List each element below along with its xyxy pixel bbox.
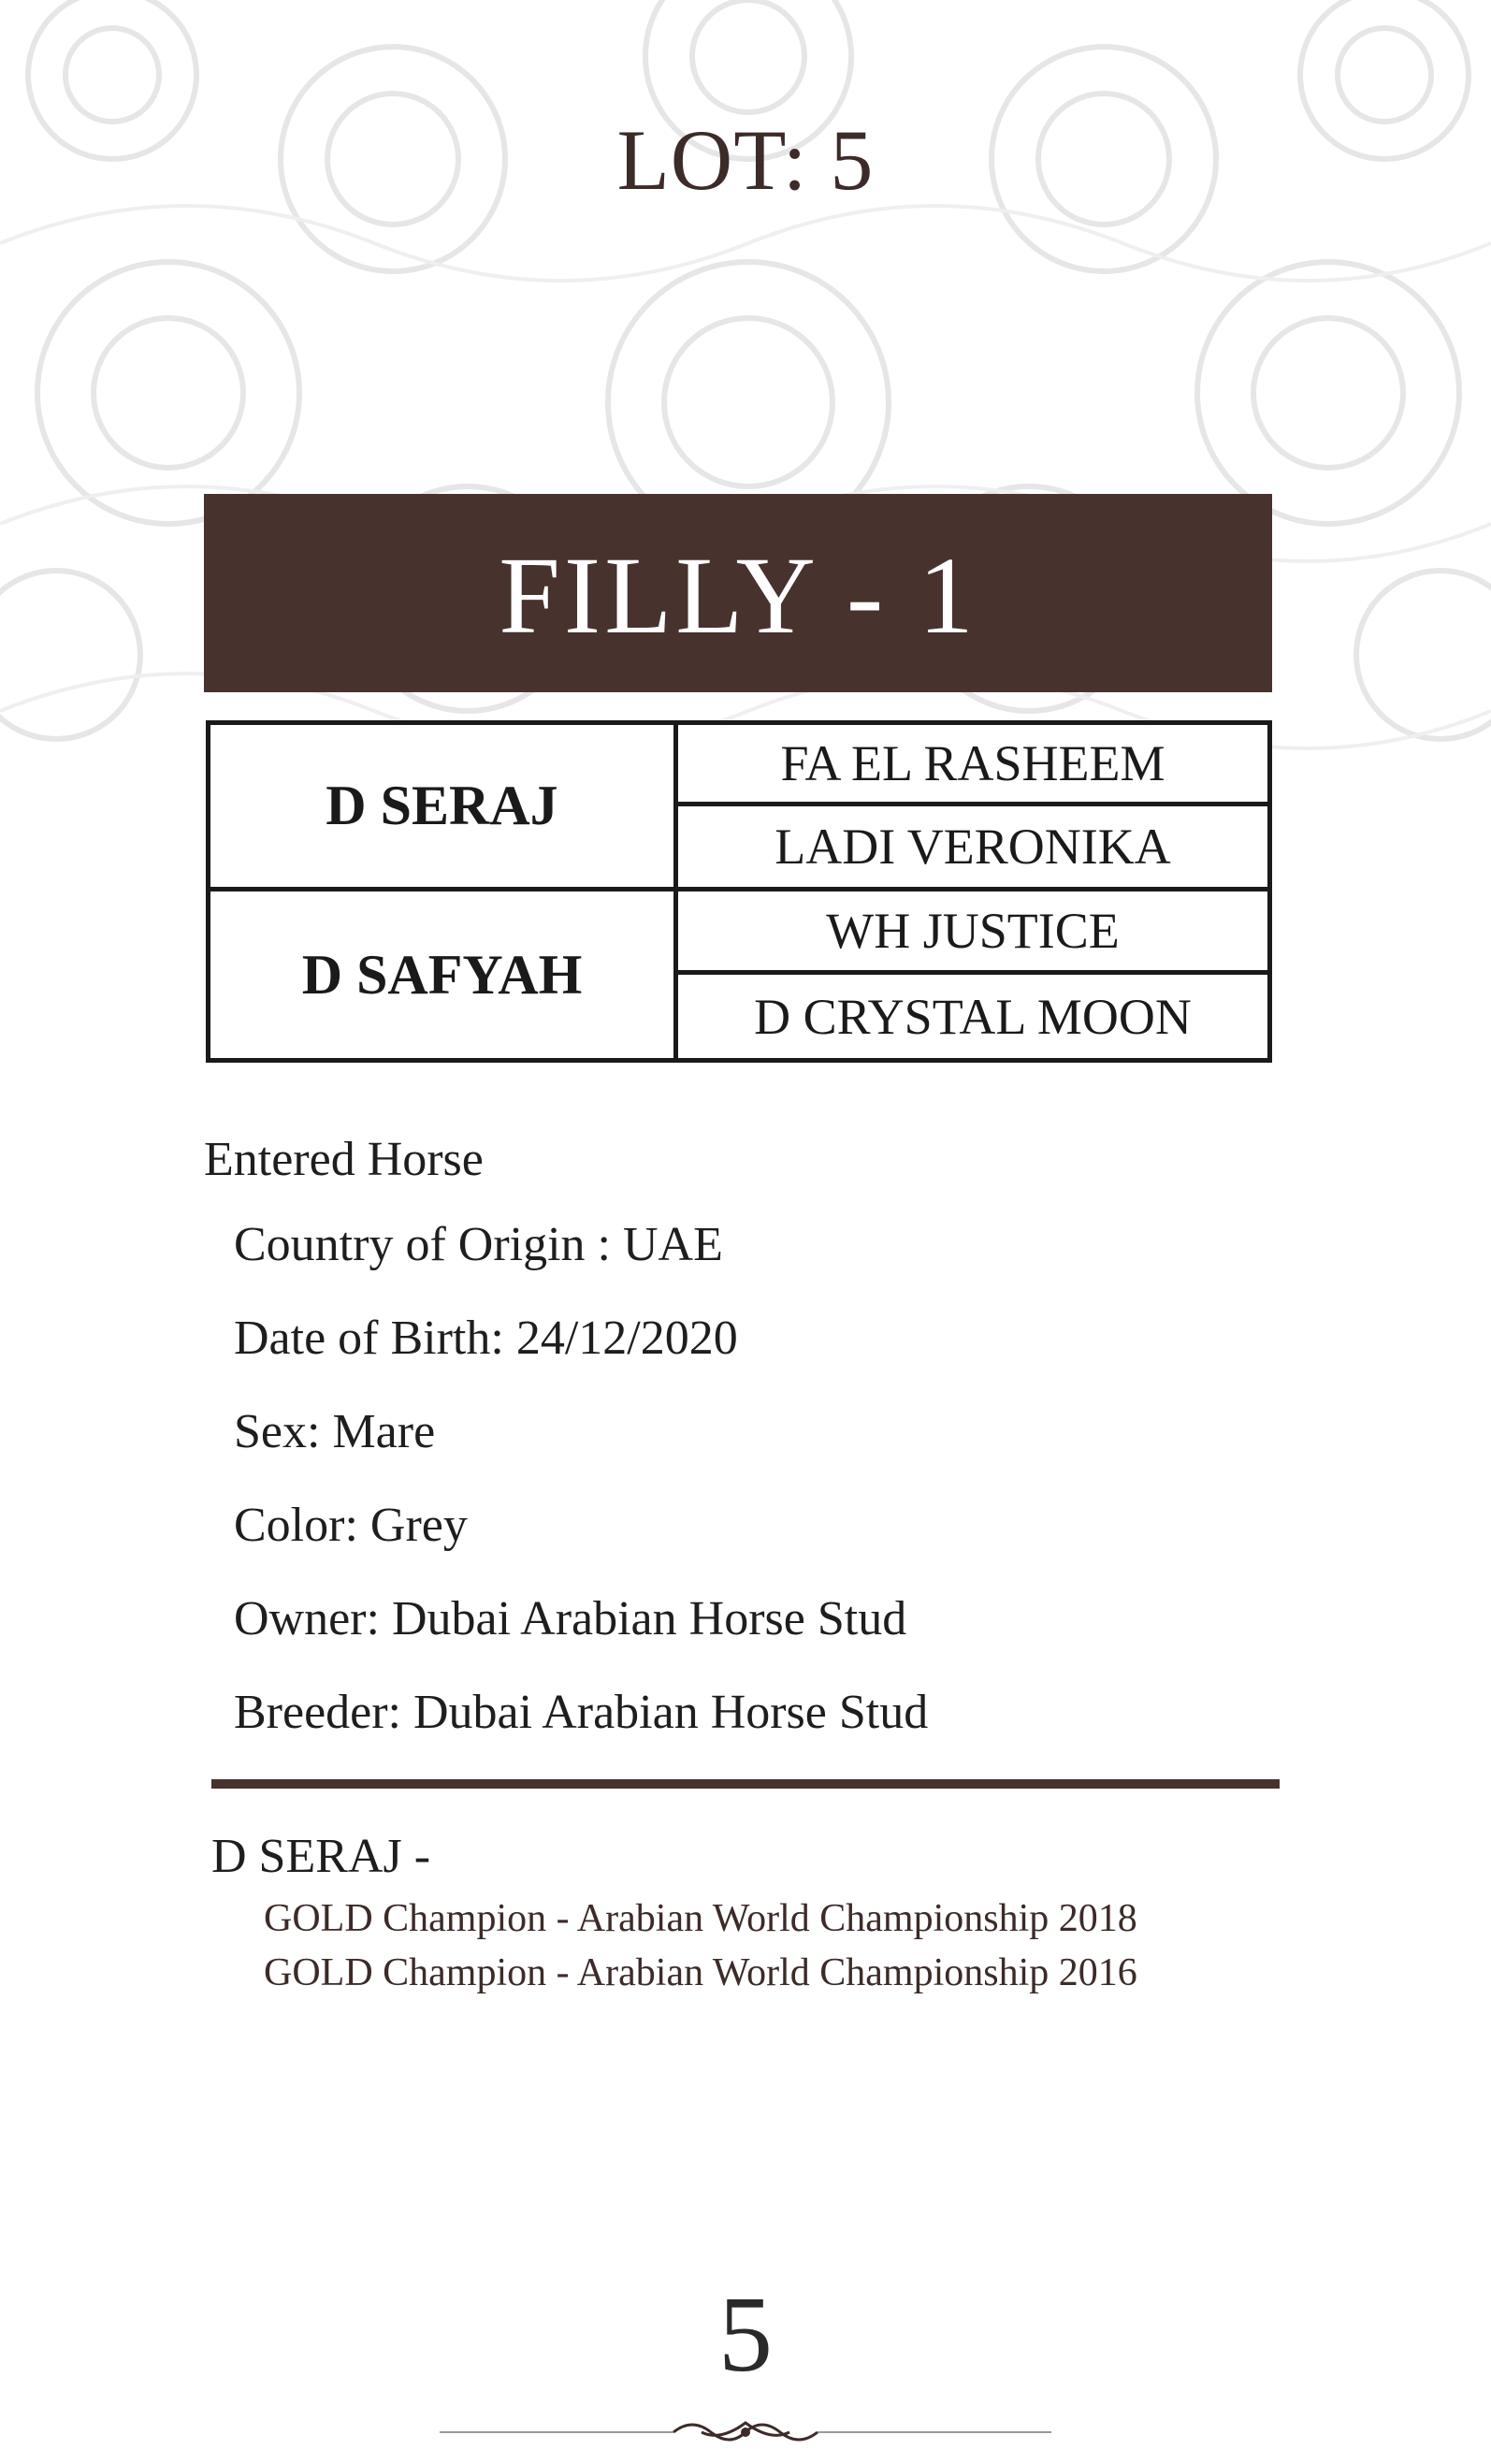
pedigree-dam-sire: WH JUSTICE (678, 891, 1267, 975)
detail-country: Country of Origin : UAE (234, 1218, 723, 1271)
pedigree-sire: D SERAJ (210, 725, 678, 891)
detail-breeder: Breeder: Dubai Arabian Horse Stud (234, 1686, 929, 1739)
pedigree-sire-sire: FA EL RASHEEM (678, 725, 1267, 806)
achievement-item: GOLD Champion - Arabian World Championship 2016 (264, 1951, 1137, 1994)
pedigree-sire-dam: LADI VERONIKA (774, 818, 1171, 875)
achievements-heading: D SERAJ - (211, 1830, 431, 1883)
footer-flourish-icon (440, 2413, 1051, 2451)
detail-owner: Owner: Dubai Arabian Horse Stud (234, 1592, 907, 1645)
pedigree-dam-parents (678, 891, 1267, 1058)
page-number: 5 (718, 2275, 773, 2395)
achievement-item: GOLD Champion - Arabian World Championship 2018 (264, 1897, 1137, 1940)
pedigree-table (206, 720, 1272, 1063)
banner-text: FILLY - 1 (499, 534, 977, 657)
detail-date-of-birth: Date of Birth: 24/12/2020 (234, 1312, 738, 1365)
pedigree-dam: D SAFYAH (210, 891, 678, 1058)
lot-title: LOT: 5 (616, 112, 875, 208)
details-heading: Entered Horse (204, 1133, 484, 1186)
pedigree-dam-dam: D CRYSTAL MOON (754, 988, 1192, 1045)
title-banner (204, 494, 1272, 692)
pedigree-sire-parents (678, 725, 1267, 891)
detail-sex: Sex: Mare (234, 1405, 436, 1458)
section-divider (211, 1779, 1280, 1789)
detail-color: Color: Grey (234, 1499, 468, 1552)
horse-details (204, 1132, 1289, 1778)
achievements (211, 1829, 1137, 2000)
